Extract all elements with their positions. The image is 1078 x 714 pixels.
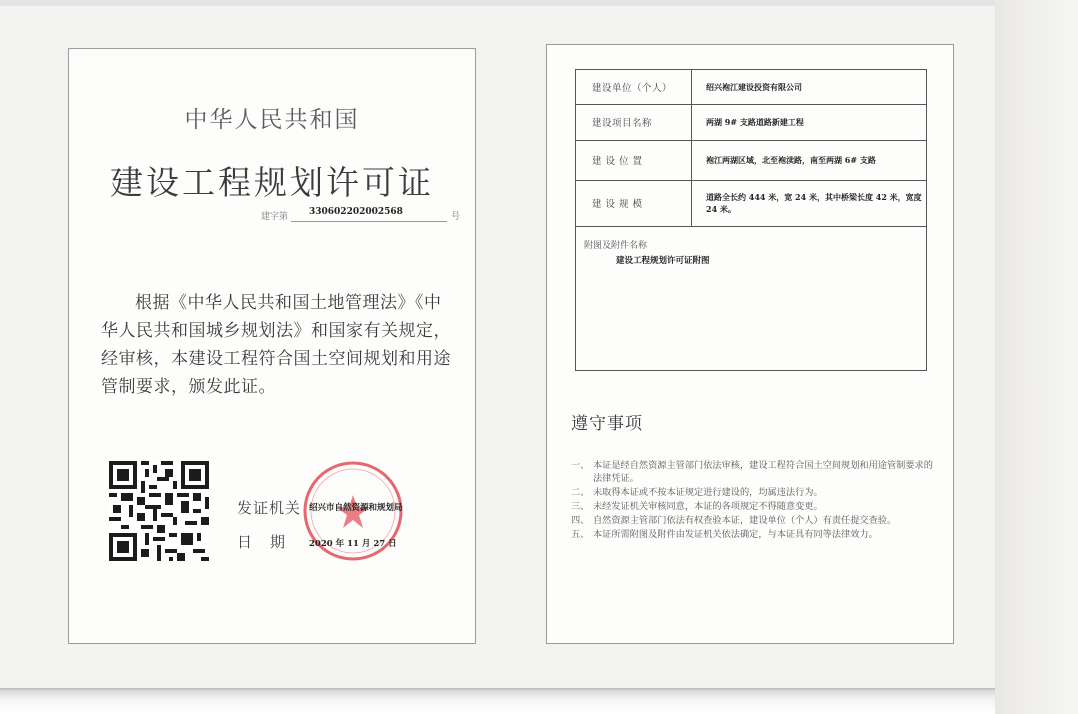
- country-name: 中华人民共和国: [184, 107, 360, 133]
- list-item: [571, 528, 939, 541]
- attachments-value: 建设工程规划许可证附图: [616, 256, 710, 266]
- list-item: [571, 500, 939, 513]
- date-label: 日期: [237, 533, 304, 551]
- notice-list: [571, 459, 939, 542]
- list-item-number: 三、: [571, 501, 590, 512]
- scan-top-edge: [0, 0, 995, 6]
- list-item: [571, 486, 939, 499]
- permit-number-label: 建字第: [261, 212, 289, 222]
- table-row: [576, 70, 926, 105]
- table-row-value: 绍兴袍江建设投资有限公司: [706, 82, 802, 92]
- attachments-label: 附图及附件名称: [584, 241, 648, 251]
- permit-number: 330602202002568: [309, 207, 403, 217]
- list-item-number: 五、: [571, 529, 590, 540]
- certificate-title: 建设工程规划许可证: [110, 163, 434, 202]
- list-item-text: 本证是经自然资源主管部门依法审核，建设工程符合国土空间规划和用途管制要求的法律凭证。: [593, 460, 933, 484]
- table-row-label: 建 设 位 置: [576, 140, 692, 180]
- permit-number-suffix: 号: [451, 212, 461, 222]
- list-item: [571, 459, 939, 485]
- issuer-name: 绍兴市自然资源和规划局: [309, 503, 403, 513]
- scan-right-edge: [995, 0, 1078, 714]
- table-row-value: 道路全长约 444 米，宽 24 米，其中桥梁长度 42 米，宽度 24 米。: [706, 192, 922, 214]
- table-row-label: 建 设 规 模: [576, 180, 692, 226]
- certificate-cover-page: [68, 48, 476, 644]
- issuer-label: 发证机关: [237, 499, 302, 517]
- list-item-number: 二、: [571, 487, 590, 498]
- list-item: [571, 514, 939, 527]
- list-item-text: 自然资源主管部门依法有权查验本证，建设单位（个人）有责任提交查验。: [593, 515, 897, 526]
- permit-number-underline: [291, 221, 447, 222]
- list-item-number: 四、: [571, 515, 590, 526]
- list-item-text: 本证所需附图及附件由发证机关依法确定，与本证具有同等法律效力。: [593, 529, 878, 540]
- notice-title: 遵守事项: [571, 414, 643, 434]
- table-row-label: 建设项目名称: [576, 104, 692, 140]
- table-row-value: 两湖 9# 支路道路新建工程: [706, 117, 804, 127]
- list-item-text: 未取得本证或不按本证规定进行建设的，均属违法行为。: [593, 487, 823, 498]
- list-item-number: 一、: [571, 460, 590, 471]
- qr-code-icon: [109, 461, 209, 561]
- table-row-label: 建设单位（个人）: [576, 70, 692, 104]
- table-row: [576, 140, 926, 181]
- table-row: [576, 180, 926, 227]
- list-item-text: 未经发证机关审核同意，本证的各项规定不得随意变更。: [593, 501, 823, 512]
- scan-bottom-shadow: [0, 688, 995, 714]
- table-row: [576, 104, 926, 141]
- issue-date: 2020 年 11 月 27 日: [309, 539, 397, 549]
- table-row-value: 袍江两湖区域，北至袍渎路，南至两湖 6# 支路: [706, 155, 876, 165]
- legal-basis-text: 根据《中华人民共和国土地管理法》《中华人民共和国城乡规划法》和国家有关规定，经审核，本建设工程符合国土空间规划和用途管制要求，颁发此证。: [101, 293, 451, 397]
- project-info-table: [575, 69, 927, 371]
- certificate-detail-page: [546, 44, 954, 644]
